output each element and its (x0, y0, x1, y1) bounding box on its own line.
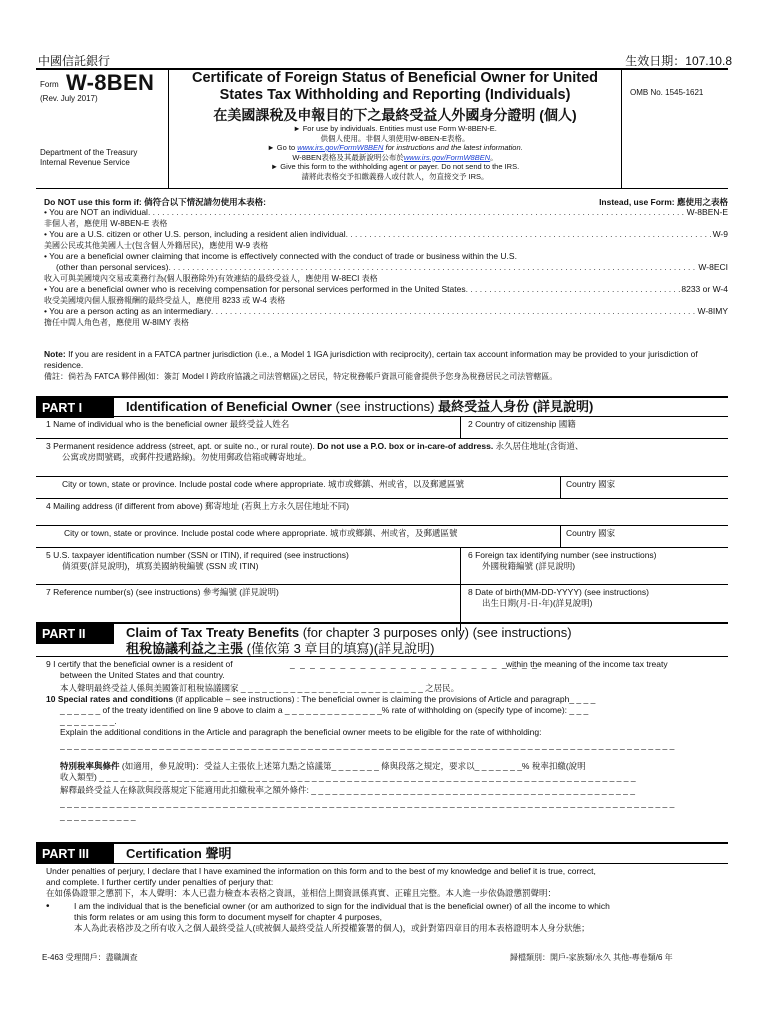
list-item-form: 8233 or W-4 (681, 284, 728, 294)
divider (36, 498, 728, 499)
field-10-line-2: _ _ _ _ _ _ of the treaty identified on line 9 above to claim a _ _ _ _ _ _ _ _ _ _ _ _ _ _% rate of withholding on (specify type of income): _ _ _ (60, 705, 589, 715)
field-10-text: (if applicable – see instructions) : The beneficial owner is claiming the provisions of Article and paragraph_ _ _ _ (173, 694, 596, 704)
do-not-use-list (44, 207, 728, 328)
note-body: If you are resident in a FATCA partner jurisdiction (i.e., a Model 1 IGA jurisdiction with reciprocity), certain tax account information may be provided to your jurisdiction of residence. (44, 349, 698, 370)
cert-line-2: and complete. I further certify under penalties of perjury that: (46, 877, 274, 887)
divider (560, 476, 561, 498)
part-2-title-line-2 (126, 641, 572, 657)
field-10-label (46, 694, 595, 705)
list-item-form: W-8BEN-E (686, 207, 728, 217)
instruction-2-post: for instructions and the latest information. (383, 143, 523, 152)
field-10-zh-3[interactable]: 解釋最終受益人在條款與段落規定下能適用此扣繳稅率之額外條件: _ _ _ _ _ _ _ _ _ _ _ _ _ _ _ _ _ _ _ _ _ _ _ _ _ _ _ _ _ _ _ _ _ _ _ _ _ _ _ _ _ _ _ _ _ _ (60, 785, 635, 795)
part-2-title (126, 625, 572, 657)
field-8-label-zh: 出生日期(月-日-年)(詳見說明) (482, 598, 593, 608)
divider (36, 438, 728, 439)
instruction-2-zh-pre: W-8BEN表格及其最新說明公布於 (292, 152, 404, 162)
list-item-zh: 非個人者，應使用 W-8BEN-E 表格 (44, 219, 168, 228)
divider (460, 416, 461, 438)
part-2-tag: PART II (36, 624, 114, 644)
field-10-zh-1 (60, 761, 586, 772)
field-10-line-3: _ _ _ _ _ _ _ _. (60, 716, 117, 726)
field-10-zh-text: (如適用，參見說明)：受益人主張依上述第九點之協議第_ _ _ _ _ _ _ 條與段落之規定，要求以_ _ _ _ _ _ _% 稅率扣繳(說明 (119, 761, 586, 771)
form-number: W-8BEN (66, 70, 155, 95)
city-label-1: City or town, state or province. Include postal code where appropriate. 城市或鄉鎮、州或省，以及郵遞區號 (62, 479, 465, 489)
fatca-note (44, 349, 728, 382)
part-1-title-zh: 最終受益人身份 (詳見說明) (438, 399, 594, 414)
country-label-2: Country 國家 (566, 528, 616, 538)
cert-bullet-2: this form relates or am using this form to document myself for chapter 4 purposes, (74, 912, 383, 922)
part-2-title-zh-rest: (僅依第 3 章目的填寫)(詳見說明) (243, 641, 435, 656)
form-title-line-1: Certificate of Foreign Status of Beneficial Owner for United (191, 70, 599, 86)
part-3-title-bold: Certification (126, 846, 202, 861)
form-title-line-2: States Tax Withholding and Reporting (Individuals) (219, 87, 571, 103)
city-label-2: City or town, state or province. Include postal code where appropriate. 城市或鄉鎮、州或省，及郵遞區號 (64, 528, 458, 538)
field-10-explain: Explain the additional conditions in the Article and paragraph the beneficial owner meets to be eligible for the rate of withholding: (60, 727, 542, 737)
omb-cell (621, 70, 728, 188)
cert-line-zh: 在如係偽證罪之懲罰下，本人聲明：本人已盡力檢查本表格之資訊，並相信上開資訊係真實、正確且完整。本人進一步依偽證懲罰聲明： (46, 888, 557, 898)
omb-number: OMB No. 1545-1621 (630, 88, 704, 97)
form-instructions (168, 124, 622, 181)
bullet-icon: • (46, 901, 50, 912)
form-label: Form (40, 80, 59, 89)
irs-link[interactable]: www.irs.gov/FormW8BEN (297, 143, 384, 152)
footer-left: E-463 受理開戶：盡職調查 (42, 953, 138, 962)
cert-bullet-zh: 本人為此表格涉及之所有收入之個人最終受益人(或被個人最終受益人所授權簽署的個人)，或針對第四章目的用本表格證明本人身分狀態； (74, 923, 590, 933)
part-2-title-line-1 (126, 625, 572, 641)
note-zh: 備註：倘若為 FATCA 夥伴國(如：簽訂 Model I 跨政府協議之司法管轄區)之居民，特定稅務帳戶資訊可能會提供予您身為稅務居民之司法管轄區。 (44, 372, 558, 381)
field-9-blank[interactable]: _ _ _ _ _ _ _ _ _ _ _ _ _ _ _ _ _ _ _ _ _ _ _ _ _ (290, 659, 539, 669)
field-9-label: 9 I certify that the beneficial owner is a resident of (46, 659, 233, 669)
form-title (168, 70, 622, 104)
divider (36, 416, 728, 417)
part-1-title-rest: (see instructions) (331, 399, 439, 414)
list-item-zh: 美國公民或其他美國人士(包含個人外籍居民)，應使用 W-9 表格 (44, 241, 269, 250)
part-2-title-rest: (for chapter 3 purposes only) (see instructions) (299, 625, 572, 640)
list-item-text: • You are NOT an individual (44, 207, 148, 217)
form-header (36, 68, 728, 189)
part-2-header (36, 622, 728, 656)
instruction-1: ► For use by individuals. Entities must use Form W-8BEN-E. (293, 124, 497, 133)
field-8-label: 8 Date of birth(MM-DD-YYYY) (see instructions) (468, 587, 649, 597)
field-6-label: 6 Foreign tax identifying number (see instructions) (468, 550, 657, 560)
part-3-title-zh: 聲明 (205, 846, 232, 861)
part-3-tag: PART III (36, 844, 114, 864)
footer-right: 歸檔類別：開戶-家族類/永久 其他-專卷類/6 年 (510, 953, 673, 962)
list-item-zh: 收受美國境內個人服務報酬的最終受益人，應使用 8233 或 W-4 表格 (44, 296, 286, 305)
note-text (44, 349, 728, 371)
department-line-2: Internal Revenue Service (40, 158, 130, 167)
instruction-3-zh: 請將此表格交予扣繳義務人或付款人，勿直接交予 IRS。 (301, 171, 489, 181)
bank-name: 中國信託銀行 (38, 54, 111, 68)
divider (36, 584, 728, 585)
field-10-zh-5[interactable]: _ _ _ _ _ _ _ _ _ _ _ (60, 811, 136, 821)
part-1-title-bold: Identification of Beneficial Owner (126, 399, 332, 414)
list-item: • You are a beneficial owner claiming that income is effectively connected with the conduct of trade or business within the U.S. (44, 251, 517, 261)
note-label: Note: (44, 349, 66, 359)
field-6-label-zh: 外國稅籍編號 (詳見說明) (482, 561, 576, 571)
list-item-text: • You are a beneficial owner who is receiving compensation for personal services performed in the United States (44, 284, 466, 294)
field-5-label-zh: 倘須要(詳見說明)，填寫美國納稅編號 (SSN 或 ITIN) (62, 561, 259, 571)
divider (36, 547, 728, 548)
part-3-title (126, 846, 231, 862)
field-9-label-zh: 本人聲明最終受益人係與美國簽訂租稅協議國家 _ _ _ _ _ _ _ _ _ _ _ _ _ _ _ _ _ _ _ _ _ _ _ _ _ _ 之居民。 (60, 683, 460, 693)
field-10-zh-2[interactable]: 收入類型) _ _ _ _ _ _ _ _ _ _ _ _ _ _ _ _ _ _ _ _ _ _ _ _ _ _ _ _ _ _ _ _ _ _ _ _ _ _ _ _ _ _ _ _ _ _ _ _ _ _ _ _ _ _ _ _ _ _ _ _ _ _ _ _ _ _ _ _ _ _ _ _ _ _ _ _ (60, 772, 636, 782)
field-3-zh: 永久居住地址(含街道、 (493, 441, 584, 451)
list-item-text: (other than personal services) (56, 262, 169, 272)
field-10-bold: 10 Special rates and conditions (46, 694, 174, 704)
list-item-text: • You are a U.S. citizen or other U.S. person, including a resident alien individual (44, 229, 346, 239)
form-id-cell (36, 70, 169, 188)
list-item (44, 229, 728, 240)
field-5-label: 5 U.S. taxpayer identification number (SSN or ITIN), if required (see instructions) (46, 550, 349, 560)
instruction-2 (168, 143, 622, 153)
field-10-zh-bold: 特別稅率與條件 (60, 761, 120, 771)
list-item-zh: 收入可與美國境內交易或業務行為(個人服務除外)有效連結的最終受益人，應使用 W-8ECI 表格 (44, 274, 378, 283)
irs-link-zh[interactable]: www.irs.gov/FormW8BEN (403, 152, 491, 162)
instead-use-label: Instead, use Form: 應使用之表格 (599, 197, 728, 207)
field-3-text: 3 Permanent residence address (street, apt. or suite no., or rural route). (46, 441, 318, 451)
instruction-2-zh (168, 153, 622, 163)
field-7-label: 7 Reference number(s) (see instructions) 參考編號 (詳見說明) (46, 587, 279, 597)
field-10-zh-4[interactable]: _ _ _ _ _ _ _ _ _ _ _ _ _ _ _ _ _ _ _ _ _ _ _ _ _ _ _ _ _ _ _ _ _ _ _ _ _ _ _ _ _ _ _ _ _ _ _ _ _ _ _ _ _ _ _ _ _ _ _ _ _ _ _ _ _ _ _ _ _ _ _ _ _ _ _ _ _ _ _ _ _ _ _ _ _ _ _ (60, 798, 675, 808)
cert-bullet-1: I am the individual that is the beneficial owner (or am authorized to sign for the individual that is the beneficial owner) of all the income to which (74, 901, 610, 911)
divider (36, 656, 728, 657)
department (40, 148, 137, 168)
part-1-title (126, 399, 593, 415)
part-3-header (36, 842, 728, 861)
instruction-3: ► Give this form to the withholding agent or payer. Do not send to the IRS. (270, 162, 520, 171)
divider (560, 525, 561, 547)
country-label-1: Country 國家 (566, 479, 616, 489)
divider (460, 547, 461, 631)
field-10-explain-blank[interactable]: _ _ _ _ _ _ _ _ _ _ _ _ _ _ _ _ _ _ _ _ _ _ _ _ _ _ _ _ _ _ _ _ _ _ _ _ _ _ _ _ _ _ _ _ _ _ _ _ _ _ _ _ _ _ _ _ _ _ _ _ _ _ _ _ _ _ _ _ _ _ _ _ _ _ _ _ _ _ _ _ _ _ _ _ _ _ _ (60, 740, 675, 750)
part-2-title-bold: Claim of Tax Treaty Benefits (126, 625, 300, 640)
list-item (44, 262, 728, 273)
instruction-1-zh: 供個人使用。非個人須使用W-8BEN-E表格。 (320, 133, 470, 143)
list-item-form: W-9 (712, 229, 728, 239)
field-9-label-3: between the United States and that country. (60, 670, 225, 680)
field-1-label: 1 Name of individual who is the beneficial owner 最終受益人姓名 (46, 419, 290, 429)
instruction-2-zh-post: 。 (490, 152, 498, 162)
divider (36, 476, 728, 477)
cert-line-1: Under penalties of perjury, I declare that I have examined the information on this form and to the best of my knowledge and belief it is true, correct, (46, 866, 596, 876)
part-1-tag: PART I (36, 398, 114, 418)
effective-date: 生效日期：107.10.8 (625, 54, 732, 68)
field-2-label: 2 Country of citizenship 國籍 (468, 419, 576, 429)
form-title-zh: 在美國課稅及申報目的下之最終受益人外國身分證明 (個人) (213, 107, 577, 123)
list-item-text: • You are a person acting as an intermediary (44, 306, 211, 316)
field-9-label-2: within the meaning of the income tax treaty (506, 659, 668, 669)
do-not-use-label: Do NOT use this form if: 倘符合以下情況請勿使用本表格: (44, 197, 266, 207)
field-3-bold: Do not use a P.O. box or in-care-of address. (317, 441, 494, 451)
field-3-label (46, 441, 583, 452)
part-1-header (36, 396, 728, 415)
list-item-form: W-8ECI (698, 262, 728, 272)
divider (36, 863, 728, 864)
field-4-label: 4 Mailing address (if different from above) 郵寄地址 (若與上方永久居住地址不同) (46, 501, 350, 511)
instruction-2-pre: ► Go to (267, 143, 298, 152)
list-item (44, 306, 728, 317)
list-item (44, 284, 728, 295)
field-3-label-zh: 公寓或房間號碼，或郵件投遞路線)。勿使用郵政信箱或轉寄地址。 (62, 452, 312, 462)
divider (36, 525, 728, 526)
list-item (44, 207, 728, 218)
department-line-1: Department of the Treasury (40, 148, 138, 157)
part-2-title-zh-bold: 租稅協議利益之主張 (126, 641, 244, 656)
list-item-zh: 擔任中間人角色者，應使用 W-8IMY 表格 (44, 318, 190, 327)
list-item-form: W-8IMY (697, 306, 728, 316)
revision-date: (Rev. July 2017) (40, 94, 98, 103)
